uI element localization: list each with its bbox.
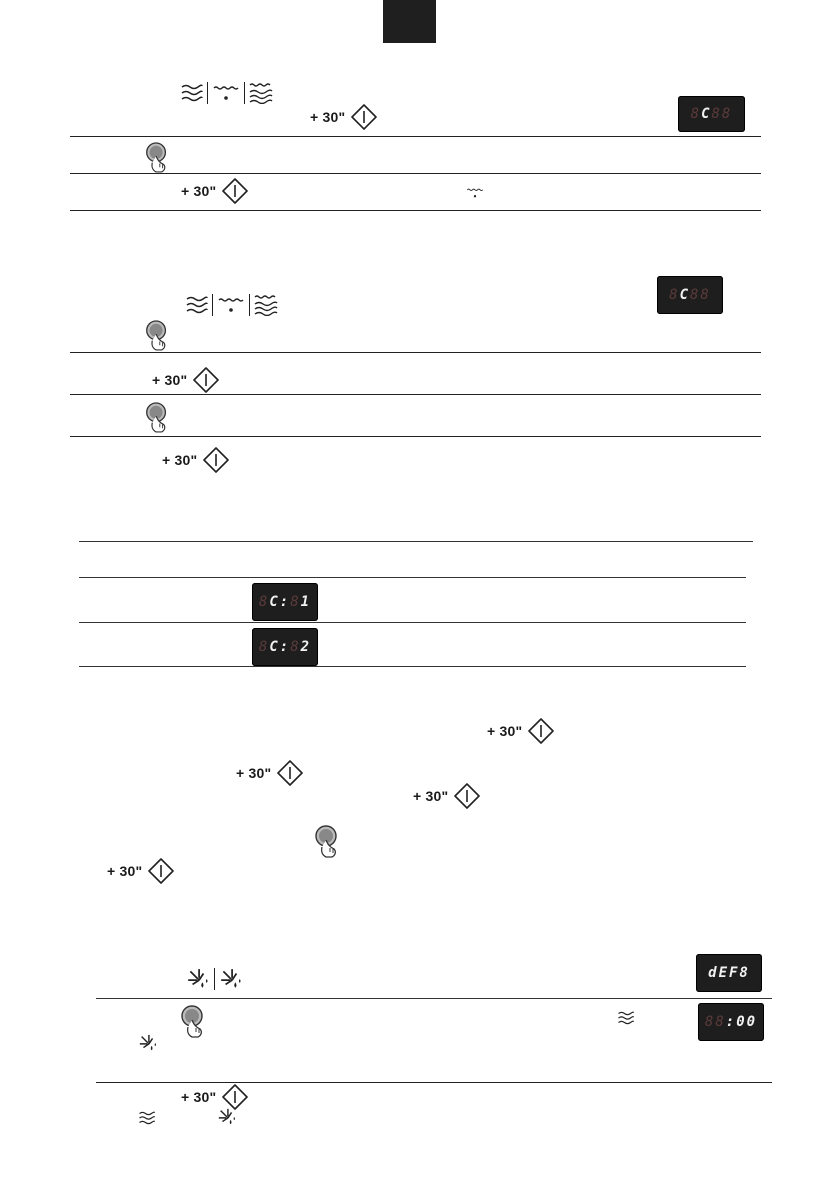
start-icon bbox=[222, 178, 248, 204]
divider bbox=[70, 173, 761, 174]
defrost-icon bbox=[217, 1107, 237, 1127]
start-button[interactable] bbox=[236, 760, 303, 786]
start-button-label: + 30" bbox=[107, 863, 143, 879]
display-digits: C: bbox=[269, 594, 291, 610]
start-button-label: + 30" bbox=[181, 183, 217, 199]
divider bbox=[70, 136, 761, 137]
display-digits: 8 bbox=[258, 639, 270, 655]
start-button-label: + 30" bbox=[487, 723, 523, 739]
microwave-icon bbox=[138, 1110, 156, 1126]
divider bbox=[214, 968, 215, 990]
divider bbox=[70, 352, 761, 353]
knob-icon[interactable] bbox=[178, 1003, 208, 1039]
grill-icon bbox=[211, 83, 241, 103]
microwave-icon bbox=[617, 1010, 635, 1026]
mode-icons-1 bbox=[180, 80, 290, 106]
divider bbox=[212, 294, 213, 316]
start-button-label: + 30" bbox=[152, 372, 188, 388]
table-rule bbox=[79, 577, 746, 578]
start-button-label: + 30" bbox=[236, 765, 272, 781]
start-icon bbox=[148, 858, 174, 884]
display-digits: C bbox=[679, 287, 690, 303]
start-button[interactable] bbox=[152, 367, 219, 393]
display-digits: :00 bbox=[725, 1014, 758, 1030]
start-button[interactable] bbox=[310, 104, 377, 130]
display-1 bbox=[678, 96, 745, 132]
knob-icon[interactable] bbox=[143, 400, 171, 434]
defrost-time-icon bbox=[186, 967, 210, 991]
display-digits: 88 bbox=[711, 106, 733, 122]
display-digits: 8 bbox=[290, 594, 301, 610]
display-5 bbox=[696, 954, 762, 992]
combi-icon bbox=[253, 294, 279, 316]
start-icon bbox=[203, 447, 229, 473]
divider bbox=[96, 998, 772, 999]
start-button[interactable] bbox=[181, 1084, 248, 1110]
grill-icon bbox=[466, 186, 484, 200]
display-digits: 8 bbox=[690, 106, 702, 122]
display-digits: 8 bbox=[258, 594, 270, 610]
display-4 bbox=[252, 628, 318, 666]
start-button[interactable] bbox=[181, 178, 248, 204]
start-button-label: + 30" bbox=[181, 1089, 217, 1105]
divider bbox=[96, 1082, 772, 1083]
display-2 bbox=[657, 276, 723, 314]
knob-icon[interactable] bbox=[143, 318, 171, 352]
table-rule bbox=[79, 622, 746, 623]
start-icon bbox=[277, 760, 303, 786]
divider bbox=[249, 294, 250, 316]
grill-icon bbox=[216, 295, 246, 315]
display-digits: 2 bbox=[300, 639, 312, 655]
display-3 bbox=[252, 583, 318, 621]
knob-icon[interactable] bbox=[312, 823, 342, 859]
start-button[interactable] bbox=[107, 858, 174, 884]
start-button[interactable] bbox=[162, 447, 229, 473]
start-icon bbox=[193, 367, 219, 393]
start-button[interactable] bbox=[487, 718, 554, 744]
display-digits: 8 bbox=[669, 287, 680, 303]
divider bbox=[207, 82, 208, 104]
start-button-label: + 30" bbox=[162, 452, 198, 468]
display-digits: C bbox=[701, 106, 712, 122]
table-rule bbox=[79, 666, 746, 667]
start-button-label: + 30" bbox=[310, 109, 346, 125]
display-digits: 1 bbox=[300, 594, 312, 610]
page-tab bbox=[383, 0, 436, 43]
display-6 bbox=[698, 1003, 764, 1041]
start-icon bbox=[528, 718, 554, 744]
display-digits: 8 bbox=[290, 639, 301, 655]
start-button[interactable] bbox=[413, 783, 480, 809]
microwave-icon bbox=[185, 295, 209, 315]
start-icon bbox=[351, 104, 377, 130]
knob-icon[interactable] bbox=[143, 140, 171, 174]
divider bbox=[70, 436, 761, 437]
table-rule bbox=[79, 541, 753, 542]
display-digits: dEF8 bbox=[708, 965, 750, 981]
defrost-icons bbox=[186, 966, 243, 992]
display-digits: 88 bbox=[690, 287, 711, 303]
defrost-weight-icon bbox=[219, 967, 243, 991]
divider bbox=[70, 394, 761, 395]
display-digits: 88 bbox=[704, 1014, 726, 1030]
microwave-icon bbox=[180, 83, 204, 103]
defrost-icon bbox=[138, 1033, 158, 1053]
mode-icons-2 bbox=[185, 292, 295, 318]
start-button-label: + 30" bbox=[413, 788, 449, 804]
start-icon bbox=[454, 783, 480, 809]
display-digits: C: bbox=[269, 639, 291, 655]
combi-icon bbox=[248, 82, 274, 104]
divider bbox=[70, 210, 761, 211]
divider bbox=[244, 82, 245, 104]
